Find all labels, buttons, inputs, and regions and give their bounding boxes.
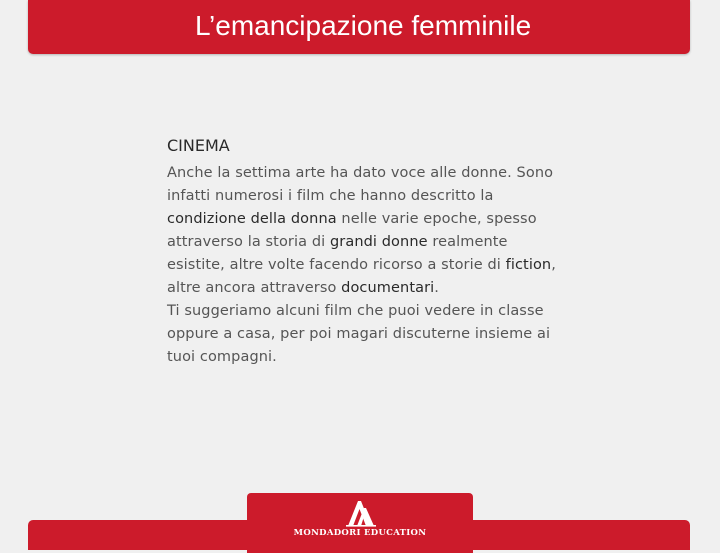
- text-segment: Anche la settima arte ha dato voce alle donne. Sono infatti numerosi i film che hanno descritto la: [167, 165, 554, 204]
- slide-title: L’emancipazione femminile: [195, 10, 532, 41]
- mondadori-logo-icon: [344, 499, 378, 527]
- text-segment: , altre ancora attraverso: [167, 257, 556, 296]
- highlight-documentari: documentari: [341, 280, 435, 296]
- text-segment: realmente esistite, altre volte facendo ricorso a storie di: [167, 234, 508, 273]
- text-segment: .: [434, 280, 440, 296]
- highlight-fiction: fiction: [505, 257, 552, 273]
- highlight-grandi-donne: grandi donne: [329, 234, 428, 250]
- title-bar: [28, 0, 690, 54]
- publisher-logo: [247, 493, 473, 553]
- content-block: [167, 132, 567, 369]
- text-segment: nelle varie epoche, spesso attraverso la storia di: [167, 211, 537, 250]
- intro-paragraph: [167, 162, 567, 300]
- suggestion-paragraph: Ti suggeriamo alcuni film che puoi vedere in classe oppure a casa, per poi magari discuterne insieme ai tuoi compagni.: [167, 303, 551, 365]
- highlight-condizione: condizione della donna: [167, 211, 337, 227]
- logo-wordmark: MONDADORI EDUCATION: [293, 528, 427, 538]
- section-heading: CINEMA: [167, 136, 230, 155]
